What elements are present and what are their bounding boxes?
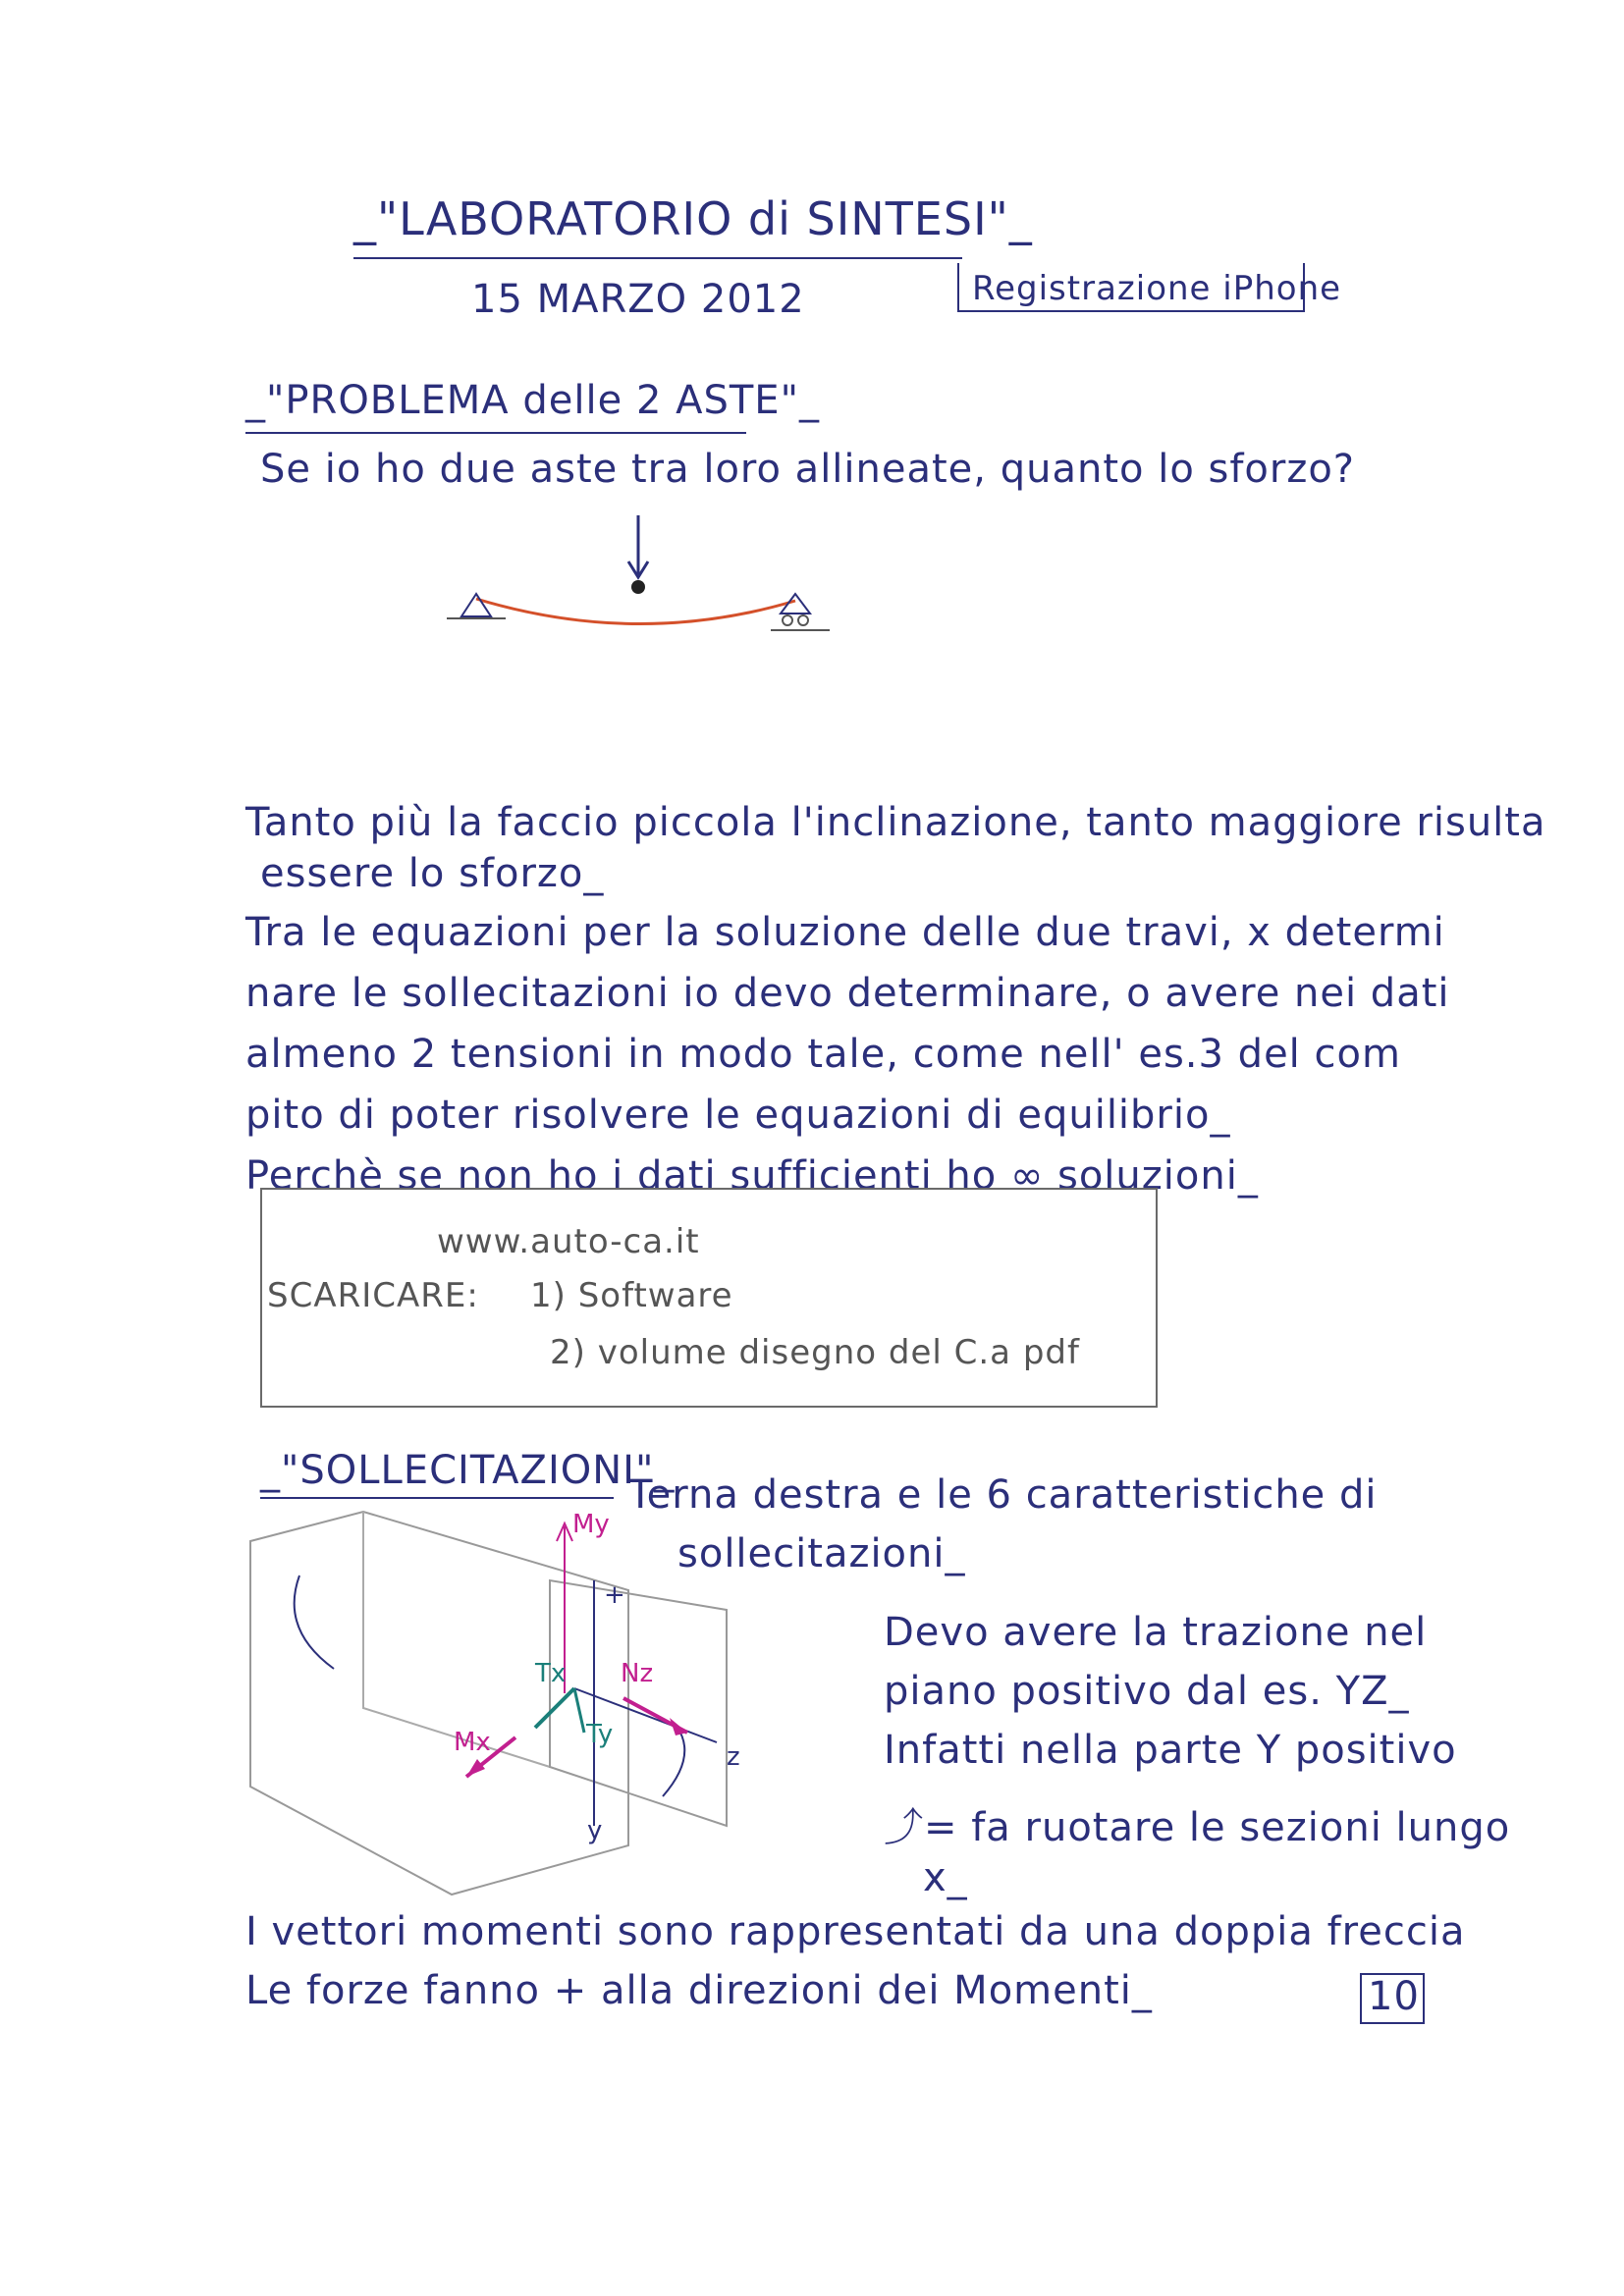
ty-vector xyxy=(574,1688,584,1733)
rotation-arrow-left xyxy=(295,1575,334,1669)
paragraph-line: Tra le equazioni per la soluzione delle due travi, x determi xyxy=(245,910,1445,955)
page-title: _"LABORATORIO di SINTESI"_ xyxy=(353,192,1033,245)
note-line-5: x_ xyxy=(923,1855,968,1900)
download-item-1: 1) Software xyxy=(530,1276,733,1315)
paragraph-line: pito di poter risolvere le equazioni di equilibrio_ xyxy=(245,1093,1231,1138)
label-mx: Mx xyxy=(454,1728,491,1757)
tx-vector xyxy=(535,1688,574,1728)
date-text: 15 MARZO 2012 xyxy=(471,277,805,322)
sollecitazioni-underline xyxy=(260,1497,614,1499)
label-tx: Tx xyxy=(535,1659,567,1688)
sollecitazioni-line-2: sollecitazioni_ xyxy=(677,1531,966,1576)
problem-question: Se io ho due aste tra loro allineate, quanto lo sforzo? xyxy=(260,447,1356,492)
label-y: y xyxy=(587,1816,603,1845)
page-number: 10 xyxy=(1368,1974,1420,2019)
paragraph-line: nare le sollecitazioni io devo determinare, o avere nei dati xyxy=(245,971,1450,1016)
note-line-3: Infatti nella parte Y positivo xyxy=(884,1728,1457,1773)
label-plus: + xyxy=(604,1580,625,1610)
right-roller-1 xyxy=(783,615,792,625)
download-item-2: 2) volume disegno del C.a pdf xyxy=(550,1333,1080,1372)
recording-note: Registrazione iPhone xyxy=(972,269,1342,308)
paragraph-line: Perchè se non ho i dati sufficienti ho ∞ soluzioni_ xyxy=(245,1153,1259,1199)
footer-line-1: I vettori momenti sono rappresentati da una doppia freccia xyxy=(245,1909,1466,1954)
download-url: www.auto-ca.it xyxy=(437,1222,700,1261)
footer-line-2: Le forze fanno + alla direzioni dei Momenti_ xyxy=(245,1968,1153,2013)
problem-heading: _"PROBLEMA delle 2 ASTE"_ xyxy=(245,378,820,423)
right-roller-2 xyxy=(798,615,808,625)
center-node xyxy=(631,580,645,594)
paragraph-line: almeno 2 tensioni in modo tale, come nell' es.3 del com xyxy=(245,1032,1401,1077)
label-ty: Ty xyxy=(586,1720,614,1749)
note-line-4: ⤴= fa ruotare le sezioni lungo xyxy=(884,1805,1511,1850)
paragraph-line: Tanto più la faccio piccola l'inclinazione, tanto maggiore risulta xyxy=(245,800,1546,845)
stress-diagram xyxy=(250,1512,727,1895)
label-my: My xyxy=(572,1510,610,1539)
download-label: SCARICARE: xyxy=(267,1276,479,1315)
note-line-2: piano positivo dal es. YZ_ xyxy=(884,1669,1410,1714)
paragraph-line: essere lo sforzo_ xyxy=(260,851,605,896)
left-support xyxy=(461,594,491,616)
two-bars-diagram xyxy=(447,515,830,630)
sollecitazioni-line-1: Terna destra e le 6 caratteristiche di xyxy=(628,1472,1378,1518)
deflected-beam xyxy=(476,599,795,624)
box-outline xyxy=(250,1512,628,1895)
label-nz: Nz xyxy=(621,1659,654,1688)
label-z: z xyxy=(727,1742,740,1772)
note-line-1: Devo avere la trazione nel xyxy=(884,1610,1428,1655)
sollecitazioni-heading: _"SOLLECITAZIONI"_ xyxy=(260,1448,676,1493)
rotation-arrow-right xyxy=(663,1728,684,1796)
